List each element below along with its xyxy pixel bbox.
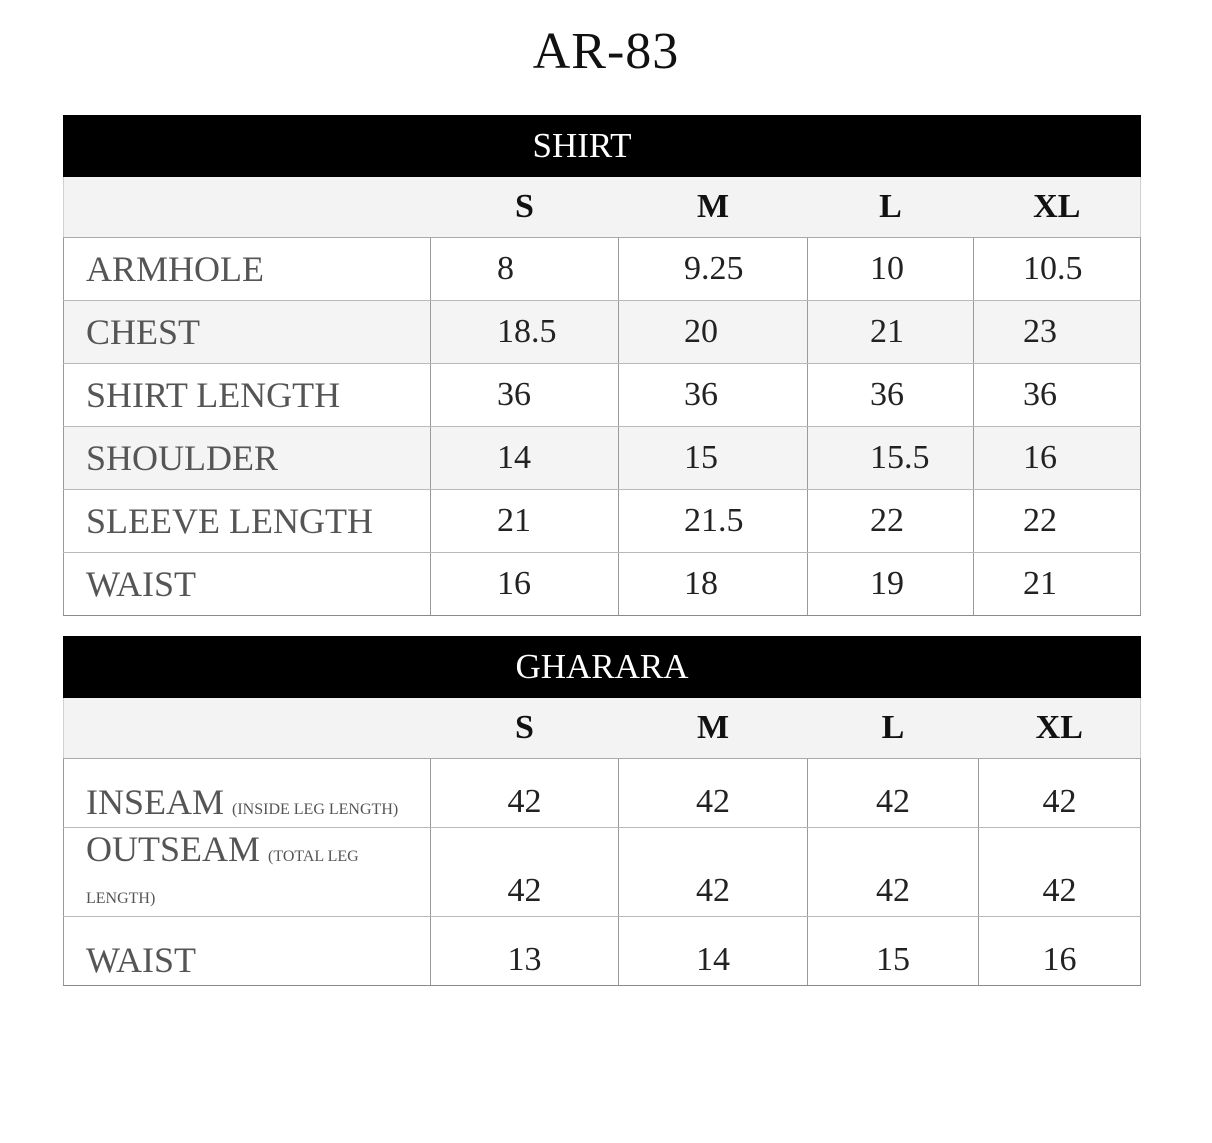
table-row: [64, 364, 1141, 427]
value-cell: 42: [808, 828, 979, 917]
value-cell: 15: [808, 917, 979, 986]
row-label: CHEST: [64, 301, 431, 364]
value-cell: 16: [974, 427, 1141, 490]
size-header-m: M: [619, 177, 808, 238]
size-header-s: S: [431, 177, 619, 238]
value-cell: 36: [619, 364, 808, 427]
size-header-xl: XL: [974, 177, 1141, 238]
row-label: [64, 828, 431, 917]
value-cell: 10.5: [974, 238, 1141, 301]
value-cell: 13: [431, 917, 619, 986]
value-cell: 36: [808, 364, 974, 427]
value-cell: 42: [431, 828, 619, 917]
value-cell: 42: [431, 759, 619, 828]
page-title: AR-83: [532, 23, 680, 80]
row-label: [64, 759, 431, 828]
value-cell: 21: [431, 490, 619, 553]
value-cell: 9.25: [619, 238, 808, 301]
row-label: SHOULDER: [64, 427, 431, 490]
gharara-size-row: [64, 698, 1141, 759]
value-cell: 14: [619, 917, 808, 986]
value-cell: 21.5: [619, 490, 808, 553]
value-cell: 23: [974, 301, 1141, 364]
row-sublabel: (TOTAL LEG LENGTH): [86, 848, 359, 907]
value-cell: 19: [808, 553, 974, 616]
row-label: ARMHOLE: [64, 238, 431, 301]
table-row: [64, 238, 1141, 301]
table-row: [64, 553, 1141, 616]
value-cell: 21: [974, 553, 1141, 616]
size-header-blank: [64, 698, 431, 759]
value-cell: 21: [808, 301, 974, 364]
shirt-header-row: [64, 116, 1141, 177]
value-cell: 18.5: [431, 301, 619, 364]
size-header-l: L: [808, 177, 974, 238]
size-header-xl: XL: [979, 698, 1141, 759]
shirt-section-header: SHIRT: [64, 116, 1141, 177]
value-cell: 42: [619, 828, 808, 917]
gharara-size-table: [63, 636, 1141, 986]
table-row: [64, 301, 1141, 364]
shirt-size-row: [64, 177, 1141, 238]
size-header-m: M: [619, 698, 808, 759]
value-cell: 15: [619, 427, 808, 490]
value-cell: 22: [808, 490, 974, 553]
size-header-s: S: [431, 698, 619, 759]
row-label: SLEEVE LENGTH: [64, 490, 431, 553]
value-cell: 36: [974, 364, 1141, 427]
row-label: WAIST: [64, 917, 431, 986]
value-cell: 8: [431, 238, 619, 301]
value-cell: 15.5: [808, 427, 974, 490]
value-cell: 42: [808, 759, 979, 828]
value-cell: 20: [619, 301, 808, 364]
value-cell: 36: [431, 364, 619, 427]
value-cell: 16: [431, 553, 619, 616]
value-cell: 14: [431, 427, 619, 490]
row-label-main: INSEAM: [86, 782, 225, 822]
table-row: [64, 759, 1141, 828]
table-row: [64, 427, 1141, 490]
size-header-blank: [64, 177, 431, 238]
gharara-section-header: GHARARA: [64, 637, 1141, 698]
table-row: [64, 917, 1141, 986]
value-cell: 16: [979, 917, 1141, 986]
value-cell: 10: [808, 238, 974, 301]
value-cell: 42: [979, 828, 1141, 917]
size-header-l: L: [808, 698, 979, 759]
value-cell: 42: [979, 759, 1141, 828]
row-label: WAIST: [64, 553, 431, 616]
shirt-size-table: [63, 115, 1141, 616]
table-row: [64, 828, 1141, 917]
row-label: SHIRT LENGTH: [64, 364, 431, 427]
row-label-main: OUTSEAM: [86, 829, 261, 869]
value-cell: 22: [974, 490, 1141, 553]
table-row: [64, 490, 1141, 553]
row-sublabel: (INSIDE LEG LENGTH): [232, 801, 399, 818]
gharara-header-row: [64, 637, 1141, 698]
value-cell: 42: [619, 759, 808, 828]
value-cell: 18: [619, 553, 808, 616]
